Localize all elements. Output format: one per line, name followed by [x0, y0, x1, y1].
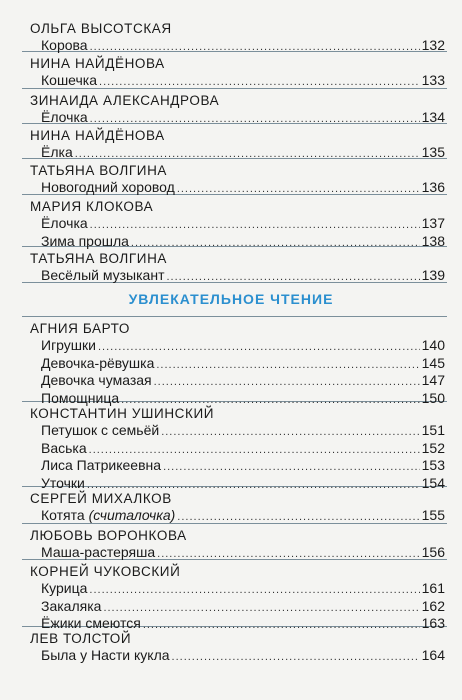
- entry-title: [41, 580, 89, 598]
- toc-entry: [41, 598, 445, 616]
- toc-entry: [41, 580, 445, 598]
- toc-entry: [41, 72, 445, 90]
- author-name: СЕРГЕЙ МИХАЛКОВ: [30, 491, 172, 506]
- dot-leader: [166, 269, 419, 287]
- page-number: 137: [421, 215, 445, 231]
- entry-title: [41, 109, 90, 127]
- page-number: 162: [421, 597, 445, 614]
- page-number: 150: [421, 389, 445, 406]
- page-number: 151: [421, 422, 445, 438]
- entry-title-text: Уточки: [41, 474, 85, 491]
- entry-title-text: Котята: [41, 507, 85, 523]
- section-title: УВЛЕКАТЕЛЬНОЕ ЧТЕНИЕ: [128, 291, 334, 307]
- page-number: 147: [421, 372, 445, 388]
- author-block: [30, 563, 445, 633]
- entry-title: [41, 457, 163, 475]
- entry-title: [41, 233, 131, 251]
- author-block: [30, 198, 445, 250]
- page-number: 133: [421, 72, 445, 88]
- entry-title: [41, 507, 177, 525]
- dot-leader: [157, 546, 420, 564]
- page-number: 140: [421, 337, 445, 353]
- entry-title-text: Девочка-рёвушка: [41, 354, 155, 371]
- dot-leader: [90, 111, 420, 129]
- author-block: [30, 320, 445, 407]
- entry-title: [41, 267, 166, 285]
- dot-leader: [99, 74, 420, 92]
- page-number: 164: [421, 647, 445, 663]
- toc-entry: [41, 215, 445, 233]
- entry-title-text: Игрушки: [41, 337, 96, 353]
- author-block: [30, 92, 445, 127]
- entry-title: [41, 544, 157, 562]
- entry-title-text: Ёжики смеются: [41, 615, 141, 631]
- dot-leader: [156, 357, 419, 375]
- entry-title: [41, 355, 156, 373]
- entry-title: [41, 422, 161, 440]
- page-number: 155: [421, 507, 445, 523]
- entry-title-text: Весёлый музыкант: [41, 267, 165, 283]
- toc-entry: [41, 507, 445, 525]
- dot-leader: [172, 649, 420, 667]
- entry-title-text: Была у Насти кукла: [41, 647, 170, 663]
- page-number: 136: [421, 179, 445, 195]
- entry-title-text: Помощница: [41, 389, 120, 406]
- entry-title: [41, 440, 89, 458]
- author-name: ЗИНАИДА АЛЕКСАНДРОВА: [30, 93, 220, 108]
- dot-leader: [90, 217, 420, 235]
- author-name: ЛЮБОВЬ ВОРОНКОВА: [30, 528, 187, 543]
- toc-entry: [41, 355, 445, 373]
- toc-entry: [41, 647, 445, 665]
- toc-entry: [41, 37, 445, 55]
- dot-leader: [177, 509, 419, 527]
- toc-entry: [41, 179, 445, 197]
- toc-entry: [41, 337, 445, 355]
- entry-title-text: Петушок с семьёй: [41, 422, 160, 438]
- page-number: 161: [421, 580, 445, 596]
- dot-leader: [177, 181, 420, 199]
- page-number: 132: [421, 37, 445, 53]
- page-number: 135: [421, 144, 445, 160]
- dot-leader: [163, 459, 420, 477]
- dot-leader: [161, 424, 419, 442]
- entry-title: [41, 372, 154, 390]
- author-name: КОРНЕЙ ЧУКОВСКИЙ: [30, 564, 181, 579]
- dot-leader: [103, 600, 419, 618]
- entry-title-text: Ёлка: [41, 144, 73, 160]
- page-number: 138: [421, 232, 445, 249]
- dot-leader: [90, 39, 420, 57]
- toc-entry: [41, 440, 445, 458]
- author-name: НИНА НАЙДЁНОВА: [30, 128, 165, 143]
- author-name: ТАТЬЯНА ВОЛГИНА: [30, 251, 168, 266]
- dot-leader: [89, 582, 419, 600]
- entry-title: [41, 144, 75, 162]
- entry-title-text: Ёлочка: [41, 109, 88, 125]
- entry-title: [41, 37, 90, 55]
- author-block: [30, 250, 445, 285]
- author-name: ОЛЬГА ВЫСОТСКАЯ: [30, 21, 172, 36]
- entry-title-text: Девочка чумазая: [41, 372, 152, 388]
- author-name: ЛЕВ ТОЛСТОЙ: [30, 631, 132, 646]
- entry-title-text: Курица: [41, 580, 88, 596]
- author-block: [30, 127, 445, 162]
- author-block: [30, 630, 445, 665]
- entry-title-text: Маша-растеряша: [41, 544, 156, 560]
- author-name: МАРИЯ КЛОКОВА: [30, 199, 154, 214]
- page-number: 154: [421, 474, 445, 491]
- author-block: [30, 527, 445, 562]
- entry-title: [41, 215, 90, 233]
- page-number: 156: [421, 544, 445, 560]
- entry-title: [41, 72, 99, 90]
- entry-title-text: Зима прошла: [41, 232, 129, 249]
- entry-title-text: Новогодний хоровод: [41, 179, 175, 195]
- entry-title-text: Закаляка: [41, 597, 102, 614]
- entry-title-text: Корова: [41, 37, 88, 53]
- entry-title-text: Лиса Патрикеевна: [41, 457, 162, 473]
- entry-title: [41, 647, 172, 665]
- page-number: 139: [421, 267, 445, 283]
- toc-entry: [41, 457, 445, 475]
- author-name: ТАТЬЯНА ВОЛГИНА: [30, 163, 168, 178]
- author-block: [30, 405, 445, 492]
- toc-entry: [41, 233, 445, 251]
- author-block: [30, 20, 445, 55]
- page-number: 153: [421, 457, 445, 473]
- entry-title: [41, 337, 98, 355]
- author-block: [30, 55, 445, 90]
- author-block: [30, 490, 445, 525]
- toc-entry: [41, 109, 445, 127]
- page-number: 163: [421, 615, 445, 631]
- entry-title-italic: (считалочка): [88, 507, 176, 523]
- dot-leader: [75, 146, 420, 164]
- page-number: 145: [421, 354, 445, 371]
- page-number: 152: [421, 439, 445, 456]
- toc-entry: [41, 144, 445, 162]
- page-number: 134: [421, 109, 445, 125]
- entry-title: [41, 179, 177, 197]
- toc-entry: [41, 267, 445, 285]
- entry-title: [41, 598, 103, 616]
- entry-title-text: Васька: [41, 439, 87, 456]
- toc-entry: [41, 422, 445, 440]
- entry-title-text: Ёлочка: [41, 215, 88, 231]
- author-block: [30, 162, 445, 197]
- separator-line: [22, 316, 447, 317]
- toc-entry: [41, 544, 445, 562]
- toc-entry: [41, 372, 445, 390]
- author-name: КОНСТАНТИН УШИНСКИЙ: [30, 406, 215, 421]
- entry-title-text: Кошечка: [41, 72, 98, 88]
- author-name: НИНА НАЙДЁНОВА: [30, 56, 165, 71]
- author-name: АГНИЯ БАРТО: [30, 321, 130, 336]
- dot-leader: [154, 374, 420, 392]
